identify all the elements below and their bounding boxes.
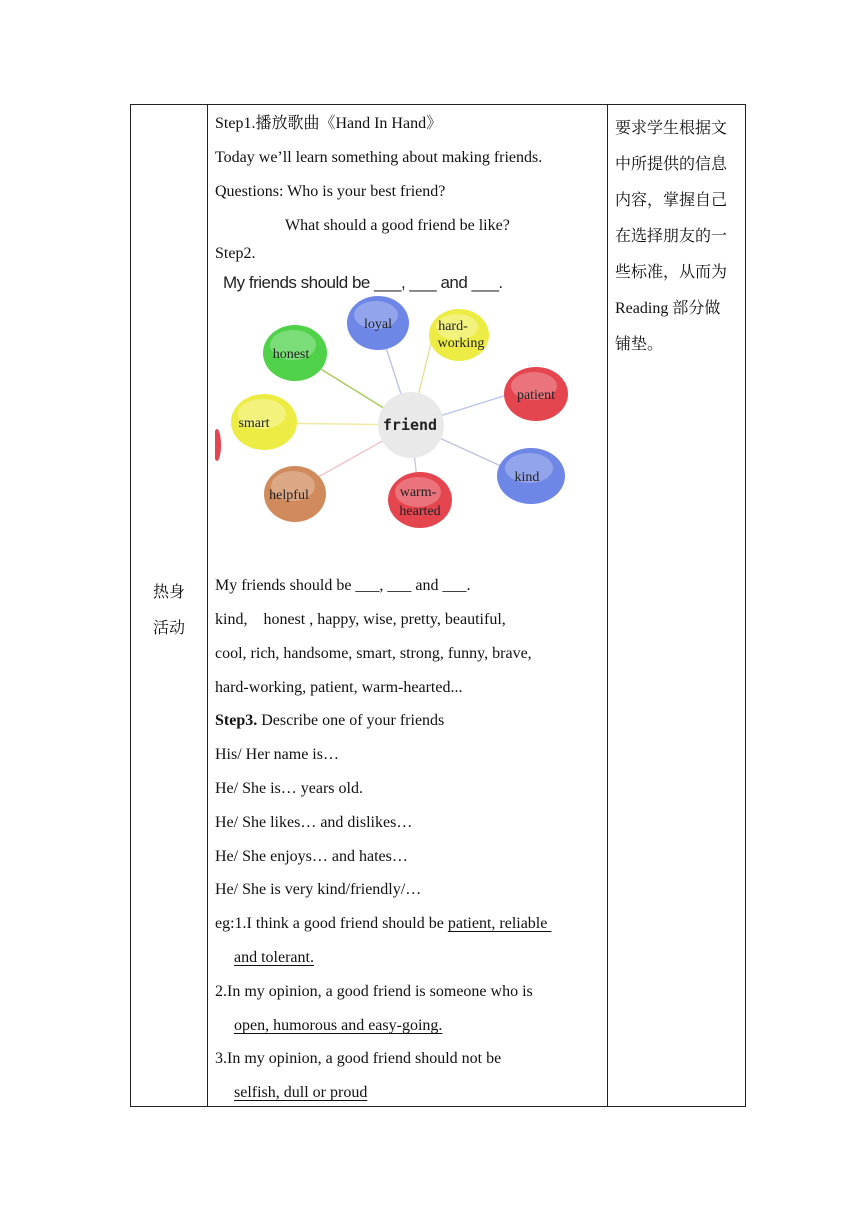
- svg-text:warm-: warm-: [399, 485, 437, 500]
- sentence-frame: He/ She likes… and dislikes…: [215, 814, 413, 831]
- bubble-helpful: [264, 466, 326, 522]
- example-2: 2.In my opinion, a good friend is someone who is: [215, 983, 533, 1000]
- bubble-hard-working: [429, 309, 489, 361]
- notes-line: Reading 部分做: [615, 300, 721, 317]
- svg-text:smart: smart: [238, 416, 270, 431]
- svg-text:honest: honest: [272, 347, 310, 362]
- notes-line: 些标准，从而为: [615, 264, 728, 281]
- intro-text: Today we’ll learn something about making friends.: [215, 149, 543, 166]
- friend-mind-map: [215, 265, 585, 535]
- lesson-plan-table: [130, 104, 746, 1107]
- svg-text:helpful: helpful: [269, 488, 309, 503]
- example-1: [215, 914, 551, 934]
- activity-label-line: 活动: [152, 620, 185, 637]
- fill-in-sentence: My friends should be ___, ___ and ___.: [215, 577, 471, 594]
- bubble-friend-center: [378, 392, 444, 458]
- svg-text:friend: friend: [382, 416, 438, 434]
- word-bank-line: kind, honest , happy, wise, pretty, beautiful,: [215, 611, 506, 628]
- bubble-patient: [504, 367, 568, 421]
- word-bank-line: cool, rich, handsome, smart, strong, funny, brave,: [215, 645, 532, 662]
- question-1: Questions: Who is your best friend?: [215, 183, 446, 200]
- bubble-smart: [231, 394, 297, 450]
- bubble-kind: [497, 448, 565, 504]
- example-3: 3.In my opinion, a good friend should not be: [215, 1050, 502, 1067]
- word-bank-line: hard-working, patient, warm-hearted...: [215, 679, 463, 696]
- bubble-honest: [263, 325, 327, 381]
- example-3-answer: selfish, dull or proud: [234, 1084, 368, 1101]
- notes-line: 要求学生根据文: [615, 120, 728, 137]
- bubble-loyal: [347, 296, 409, 350]
- example-2-answer: open, humorous and easy-going.: [234, 1017, 443, 1034]
- notes-line: 内容，掌握自己: [615, 192, 728, 209]
- example-1-answer: patient, reliable: [447, 915, 552, 932]
- activity-label-line: 热身: [152, 584, 185, 601]
- bubble-warm-hearted: [388, 472, 452, 528]
- step3-label: Step3.: [215, 712, 258, 729]
- partial-red-bubble: [215, 429, 221, 461]
- sentence-frame: He/ She is very kind/friendly/…: [215, 881, 422, 898]
- question-2: What should a good friend be like?: [285, 217, 510, 234]
- column-divider: [207, 105, 208, 1106]
- sentence-frame: He/ She enjoys… and hates…: [215, 848, 408, 865]
- svg-text:working: working: [437, 336, 485, 351]
- sentence-frame: His/ Her name is…: [215, 746, 339, 763]
- step3-heading: [215, 711, 444, 731]
- step2-title: Step2.: [215, 245, 256, 262]
- svg-text:kind: kind: [514, 470, 540, 485]
- sentence-frame: He/ She is… years old.: [215, 780, 363, 797]
- step3-text: Describe one of your friends: [257, 712, 445, 729]
- svg-text:hearted: hearted: [399, 504, 441, 519]
- step1-title: Step1.播放歌曲《Hand In Hand》: [215, 115, 443, 132]
- mind-map-title: My friends should be ___, ___ and ___.: [223, 273, 503, 292]
- svg-text:hard-: hard-: [438, 319, 468, 334]
- notes-line: 在选择朋友的一: [615, 228, 728, 245]
- column-divider: [607, 105, 608, 1106]
- teaching-notes-cell: [615, 111, 743, 363]
- example-1-prefix: eg:1.I think a good friend should be: [215, 915, 448, 932]
- svg-text:patient: patient: [516, 388, 556, 403]
- notes-line: 中所提供的信息: [615, 156, 728, 173]
- svg-text:loyal: loyal: [364, 317, 392, 332]
- notes-line: 铺垫。: [615, 336, 664, 353]
- example-1-answer-cont: and tolerant.: [234, 949, 314, 966]
- activity-label-cell: [131, 575, 207, 647]
